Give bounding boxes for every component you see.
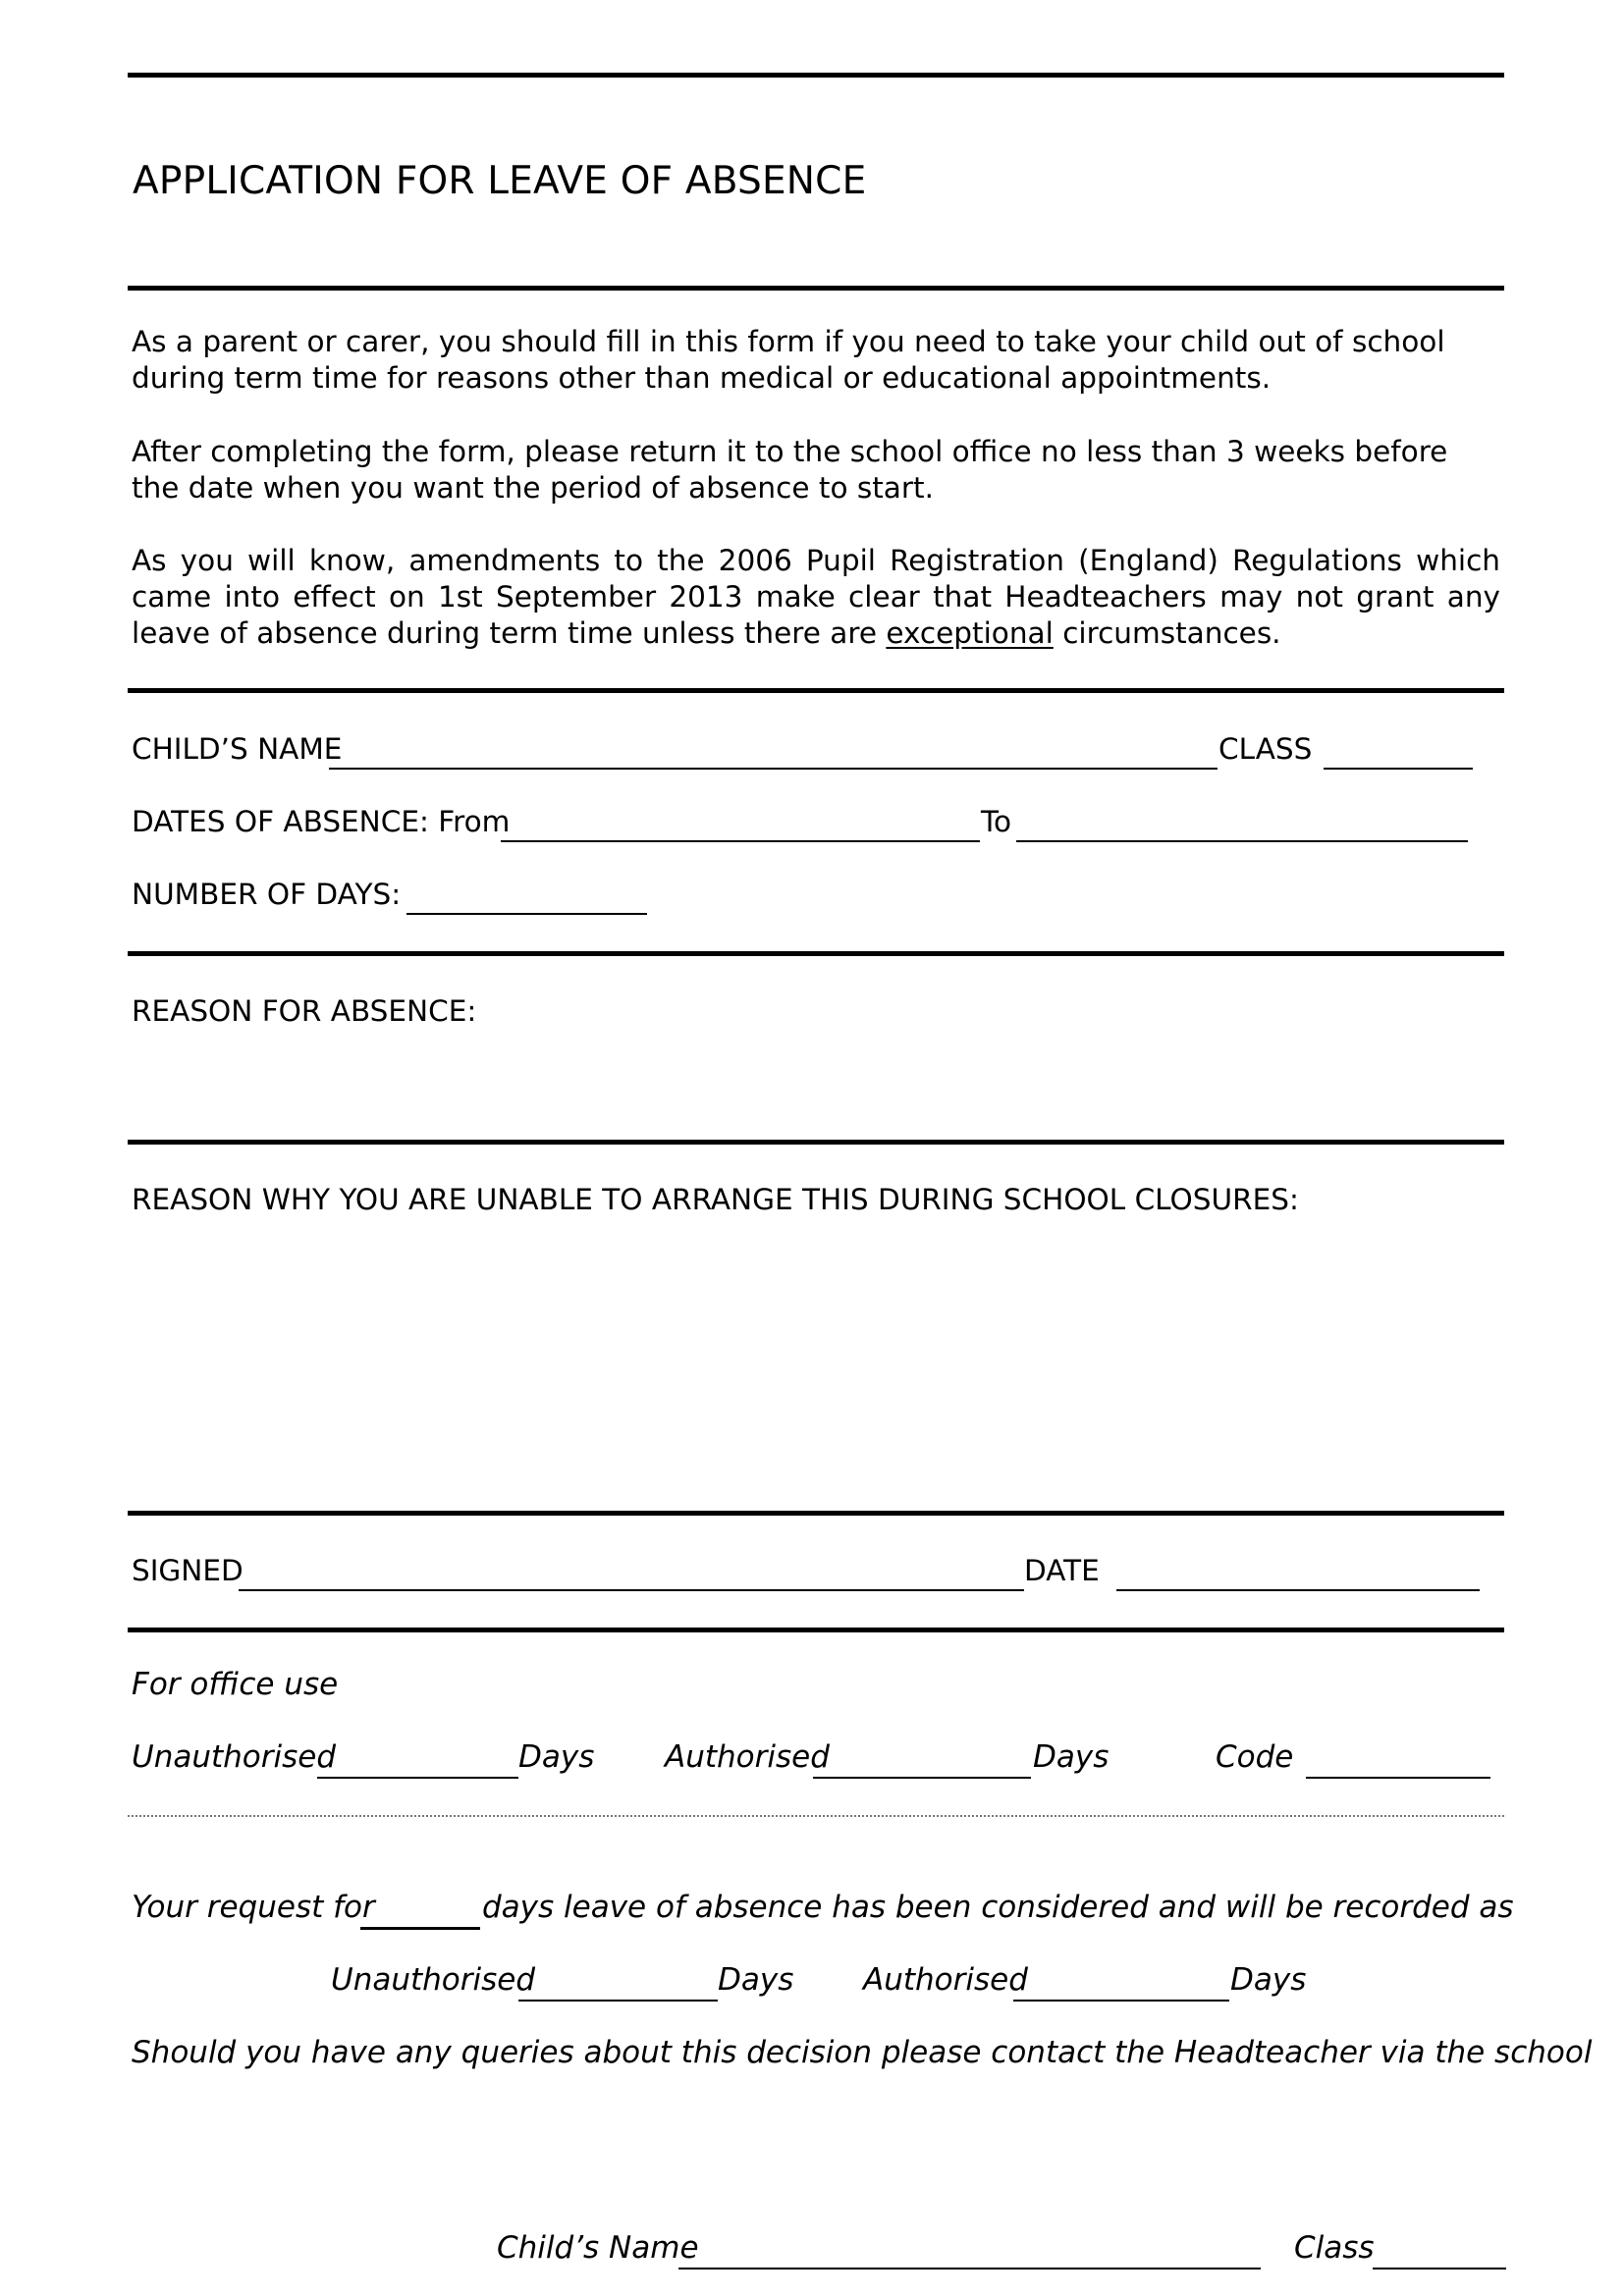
signature-rule	[128, 1628, 1504, 1632]
reply-childs-name-label: Child’s Name	[497, 2230, 699, 2266]
office-use-heading: For office use	[132, 1667, 339, 1702]
reply-class-field[interactable]	[1373, 2268, 1506, 2269]
office-unauthorised-label: Unauthorised	[132, 1739, 337, 1775]
date-label: DATE	[1024, 1554, 1100, 1587]
exceptional-emphasis: exceptional	[886, 616, 1054, 650]
reply-queries-text: Should you have any queries about this decision please contact the Headteacher via the school	[132, 2035, 1593, 2070]
office-code-label: Code	[1216, 1739, 1294, 1775]
dates-from-label: DATES OF ABSENCE: From	[132, 805, 511, 838]
reply-request-for: Your request for	[132, 1890, 375, 1925]
intro-paragraph-3: As you will know, amendments to the 2006 Pupil Registration (England) Regulations which came into effect on 1st September 2013 make clear that Headteachers may not grant any leave of absence during term time unless there are exceptional circumstances.	[132, 544, 1500, 650]
intro-rule	[128, 688, 1504, 693]
closures-reason-label: REASON WHY YOU ARE UNABLE TO ARRANGE THIS DURING SCHOOL CLOSURES:	[132, 1183, 1299, 1216]
childs-name-field[interactable]	[329, 768, 1218, 770]
reply-days-field[interactable]	[360, 1927, 480, 1930]
office-code-field[interactable]	[1306, 1777, 1490, 1779]
reply-unauthorised-days: Days	[718, 1962, 794, 1998]
closures-rule	[128, 1511, 1504, 1516]
intro-paragraph-1: As a parent or carer, you should fill in this form if you need to take your child out of school during term time for reasons other than medical or educational appointments.	[132, 325, 1445, 395]
office-authorised-days: Days	[1033, 1739, 1110, 1775]
reply-class-label: Class	[1294, 2230, 1375, 2266]
class-field[interactable]	[1324, 768, 1473, 770]
page-title: APPLICATION FOR LEAVE OF ABSENCE	[133, 159, 867, 203]
office-authorised-label: Authorised	[665, 1739, 830, 1775]
reply-authorised-days: Days	[1230, 1962, 1307, 1998]
reason-for-absence-label: REASON FOR ABSENCE:	[132, 994, 477, 1028]
signature-date-field[interactable]	[1116, 1589, 1480, 1591]
intro-paragraph-2: After completing the form, please return it to the school office no less than 3 weeks before the date when you want the period of absence to start.	[132, 435, 1448, 505]
date-to-label: To	[981, 805, 1012, 838]
number-of-days-field[interactable]	[406, 913, 647, 915]
reply-request-text: days leave of absence has been considered and will be recorded as	[482, 1890, 1514, 1925]
signed-label: SIGNED	[132, 1554, 244, 1587]
date-to-field[interactable]	[1016, 840, 1468, 842]
reply-authorised-label: Authorised	[863, 1962, 1028, 1998]
reply-unauthorised-field[interactable]	[518, 2000, 718, 2002]
reply-childs-name-field[interactable]	[678, 2268, 1261, 2269]
details-rule	[128, 951, 1504, 956]
date-from-field[interactable]	[501, 840, 980, 842]
childs-name-label: CHILD’S NAME	[132, 732, 343, 766]
class-label: CLASS	[1218, 732, 1313, 766]
number-of-days-label: NUMBER OF DAYS:	[132, 878, 402, 911]
cut-line	[128, 1815, 1504, 1817]
reply-unauthorised-label: Unauthorised	[331, 1962, 536, 1998]
signature-field[interactable]	[239, 1589, 1024, 1591]
office-authorised-field[interactable]	[813, 1777, 1031, 1779]
office-unauthorised-field[interactable]	[317, 1777, 518, 1779]
office-unauthorised-days: Days	[518, 1739, 595, 1775]
reply-authorised-field[interactable]	[1013, 2000, 1229, 2002]
reason-rule	[128, 1140, 1504, 1145]
top-rule	[128, 73, 1504, 78]
title-rule	[128, 286, 1504, 291]
